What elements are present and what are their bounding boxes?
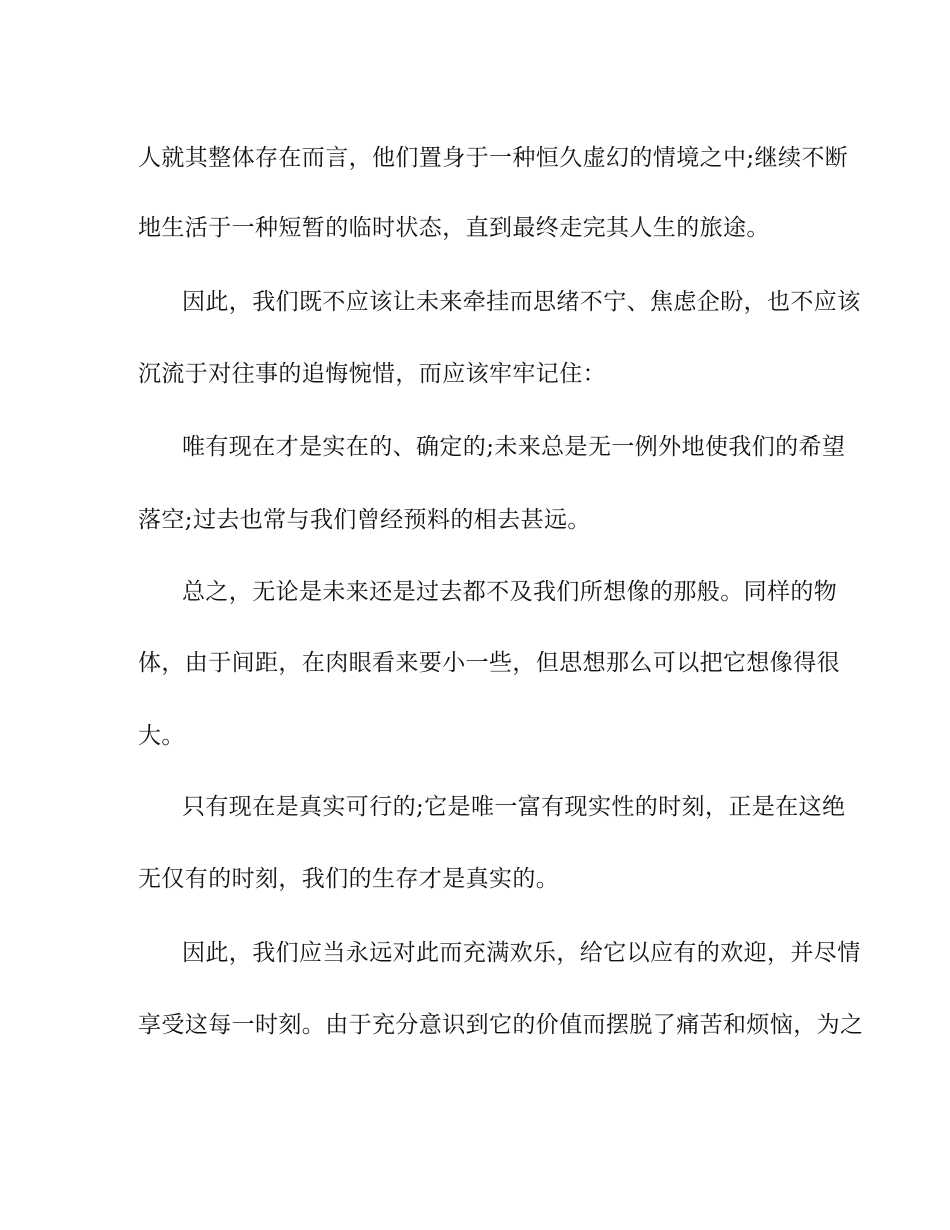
text-line: 无仅有的时刻，我们的生存才是真实的。	[138, 866, 560, 892]
text-line: 落空;过去也常与我们曾经预料的相去甚远。	[138, 507, 591, 533]
paragraph-first-line: 总之，无论是未来还是过去都不及我们所想像的那般。同样的物	[182, 579, 838, 605]
paragraph-first-line: 因此，我们应当永远对此而充满欢乐，给它以应有的欢迎，并尽情	[182, 940, 861, 966]
paragraph-first-line: 因此，我们既不应该让未来牵挂而思绪不宁、焦虑企盼，也不应该	[182, 289, 861, 315]
text-line: 人就其整体存在而言，他们置身于一种恒久虚幻的情境之中;继续不断	[138, 145, 849, 171]
text-line: 地生活于一种短暂的临时状态，直到最终走完其人生的旅途。	[138, 215, 770, 241]
text-line: 大。	[138, 723, 185, 749]
text-line: 享受这每一时刻。由于充分意识到它的价值而摆脱了痛苦和烦恼，为之	[138, 1012, 864, 1038]
paragraph-first-line: 唯有现在才是实在的、确定的;未来总是无一例外地使我们的希望	[182, 434, 846, 460]
text-line: 沉流于对往事的追悔惋惜，而应该牢牢记住：	[138, 361, 606, 387]
text-line: 体，由于间距，在肉眼看来要小一些，但思想那么可以把它想像得很	[138, 650, 840, 676]
paragraph-first-line: 只有现在是真实可行的;它是唯一富有现实性的时刻，正是在这绝	[182, 794, 846, 820]
